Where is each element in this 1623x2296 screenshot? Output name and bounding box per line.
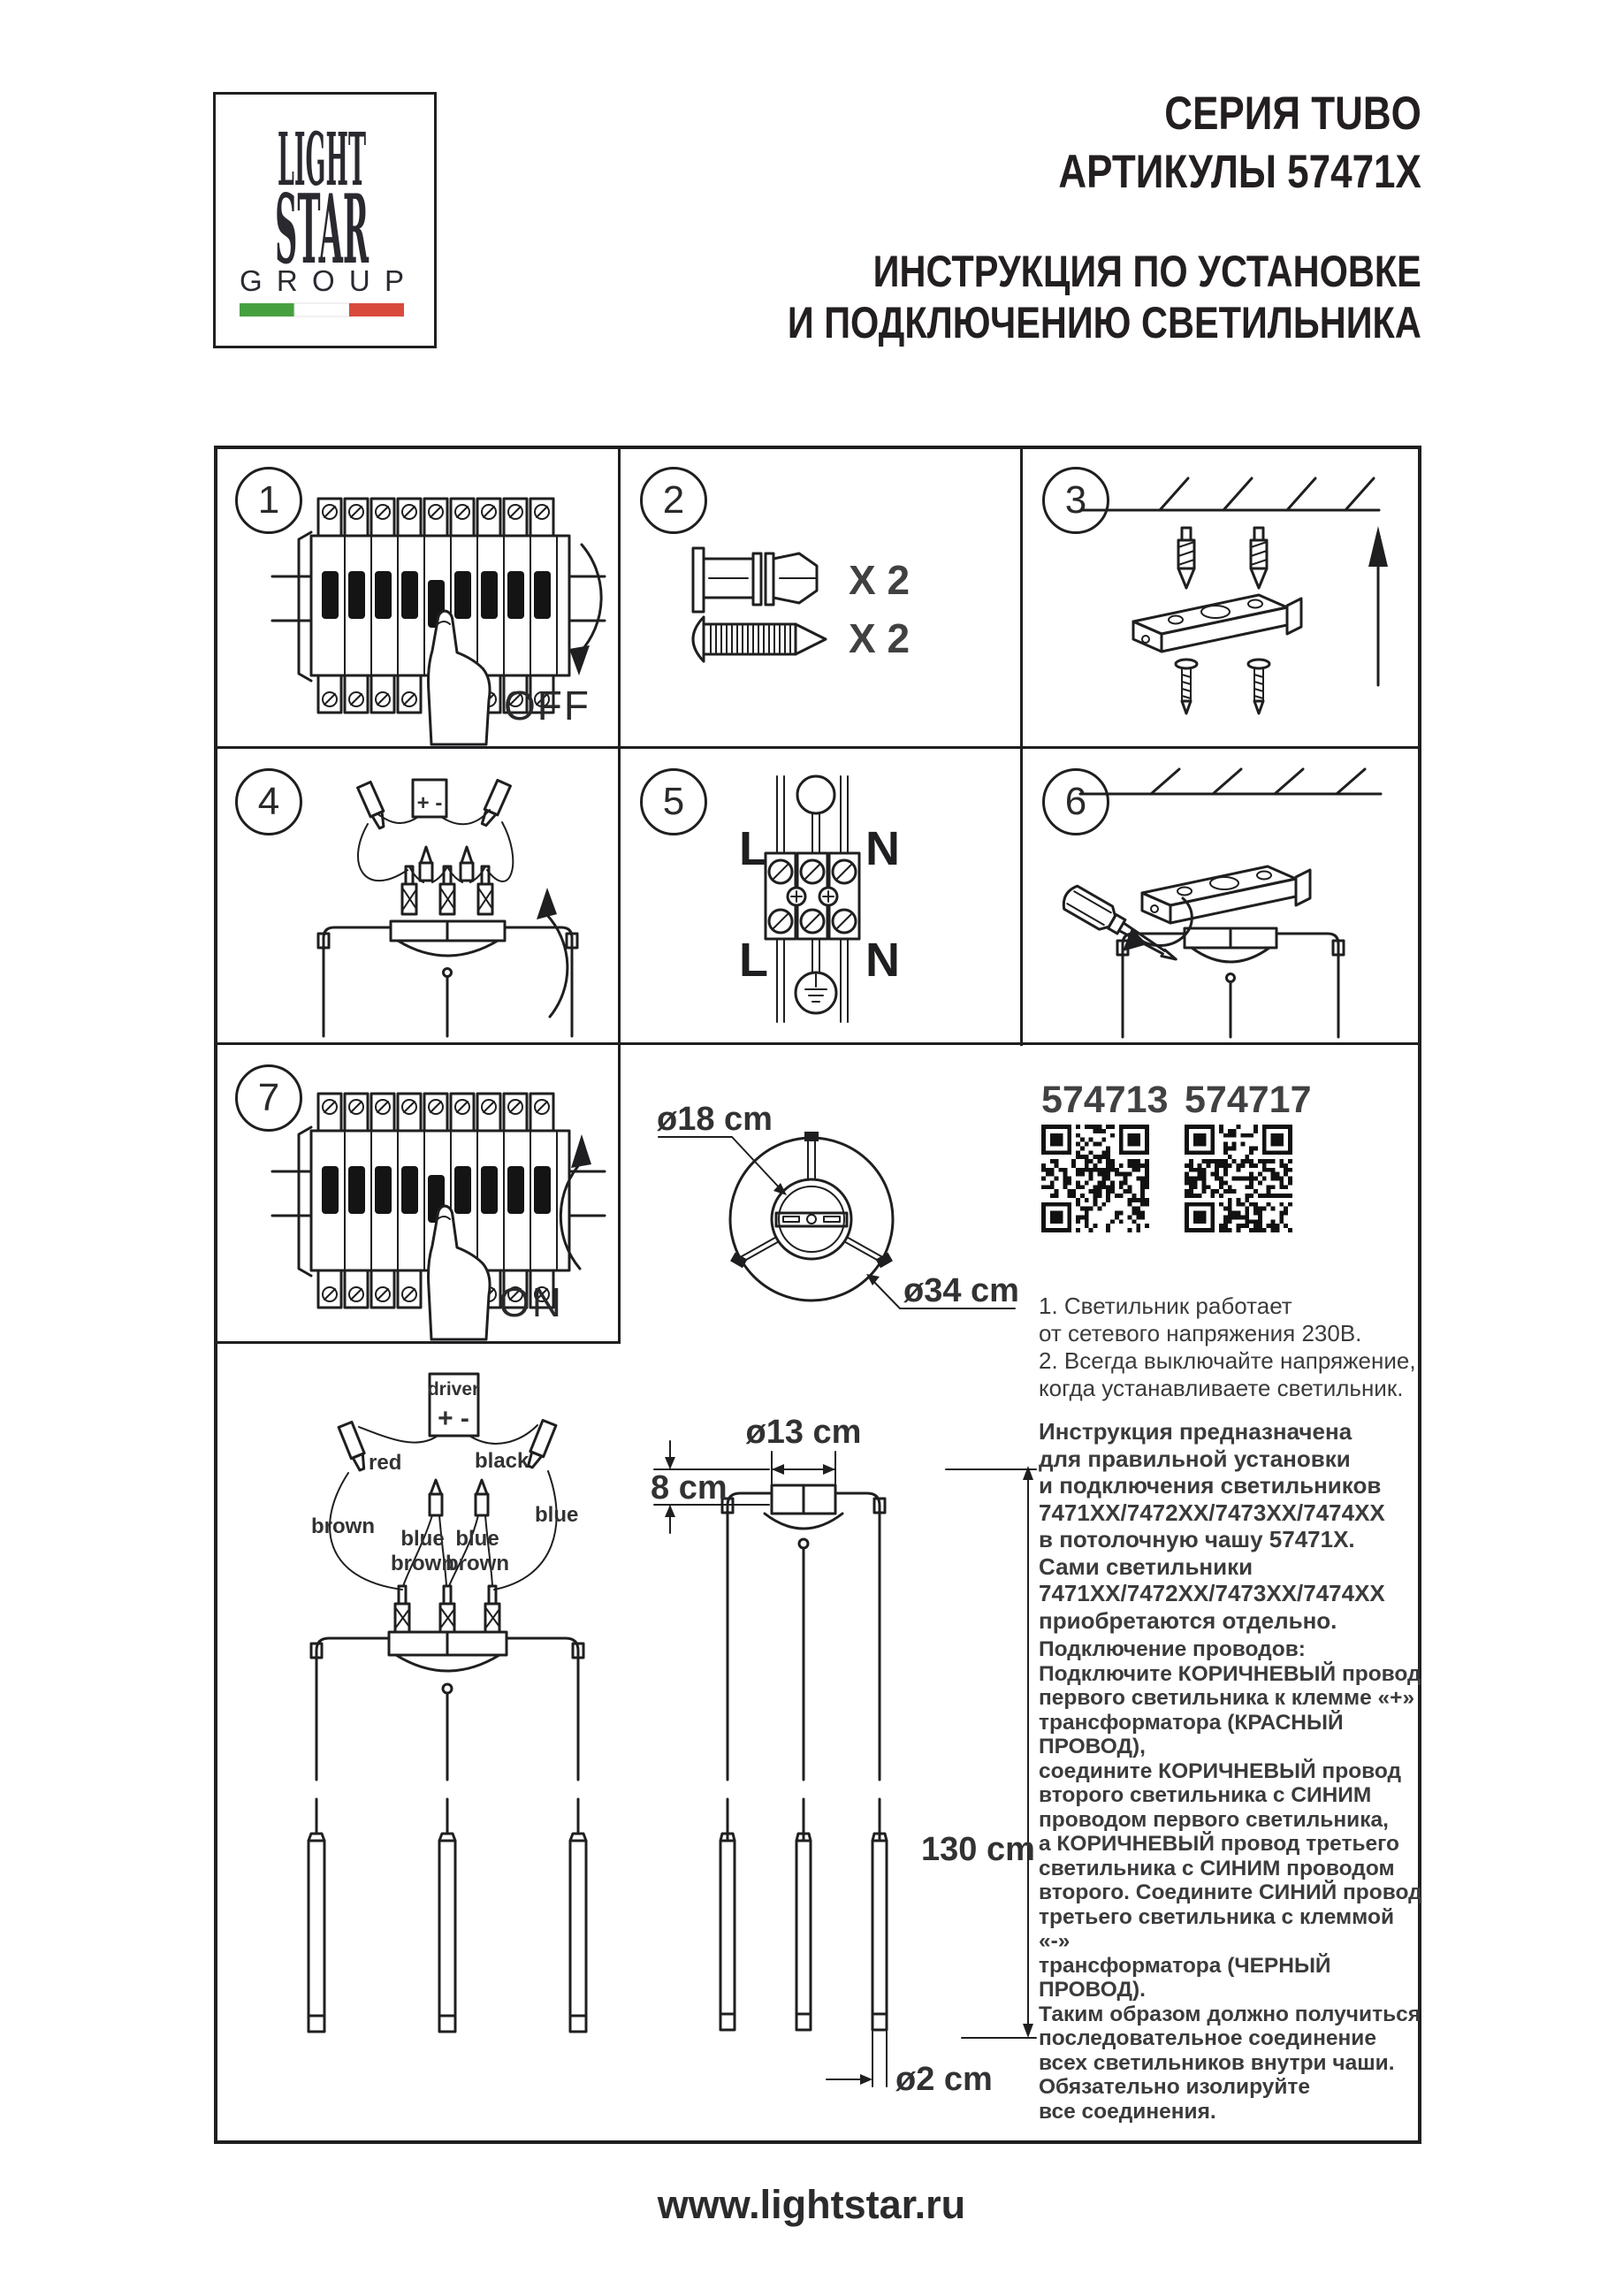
breaker-panel-on-diagram — [258, 1083, 612, 1339]
step-7-number: 7 — [257, 1076, 280, 1119]
on-label: ON — [499, 1279, 563, 1325]
off-label: OFF — [504, 683, 591, 728]
step-2-number: 2 — [662, 478, 685, 522]
logo-box — [213, 92, 437, 348]
step-6-number: 6 — [1064, 780, 1087, 823]
header-title-line1: ИНСТРУКЦИЯ ПО УСТАНОВКЕ — [872, 247, 1421, 296]
pendant-tube-icon — [309, 1834, 586, 2032]
screw-icon — [1248, 660, 1269, 713]
driver-label: driver — [427, 1379, 480, 1400]
top-view-diagram — [635, 1086, 1050, 1351]
spoke-arms-icon — [730, 1132, 893, 1268]
wire-brown-label: brown — [311, 1514, 375, 1538]
dim-13-label: ø13 cm — [745, 1414, 862, 1451]
earth-icon — [796, 973, 836, 1013]
wire-red-label: red — [369, 1451, 402, 1475]
step-5-badge — [640, 768, 707, 835]
pendant-front-view-diagram — [628, 1395, 1045, 2108]
header-title-line2: И ПОДКЛЮЧЕНИЮ СВЕТИЛЬНИКА — [788, 298, 1421, 347]
mounting-bracket-icon — [1142, 866, 1310, 923]
article-label-574713: 574713 — [1041, 1079, 1169, 1121]
qr-code-574717 — [1185, 1125, 1292, 1232]
pressing-finger-icon — [429, 1206, 491, 1339]
wire-nut-icon — [461, 847, 473, 881]
canopy-icon — [318, 866, 577, 1036]
qr-code-574713 — [1041, 1125, 1149, 1232]
logo-light-text: LIGHT — [278, 118, 366, 202]
step-1-number: 1 — [257, 478, 280, 522]
dim-130-lines — [946, 1466, 1036, 2038]
breaker-panel-off-diagram — [258, 488, 612, 744]
dim-18-label: ø18 cm — [657, 1101, 773, 1138]
grid-divider-h3 — [214, 1341, 621, 1344]
pendant-tube-icon — [720, 1834, 887, 2030]
step-3-number: 3 — [1064, 478, 1087, 522]
mounting-kit-diagram — [629, 488, 1018, 744]
ceiling-icon — [1082, 478, 1379, 510]
header-series: СЕРИЯ TUBO — [1164, 88, 1421, 140]
dim-2-label: ø2 cm — [895, 2061, 993, 2098]
terminal-label-l-bottom: L — [739, 934, 768, 987]
driver-wiring-diagram — [258, 1351, 629, 2129]
arrow-down-icon — [569, 545, 601, 675]
canopy-icon — [722, 1485, 885, 1841]
dowel-icon — [1178, 528, 1194, 588]
screwdriver-icon — [1060, 883, 1184, 970]
dowel-qty-label: X 2 — [849, 557, 911, 603]
dim-2-lines — [827, 2032, 887, 2086]
wire-connector-icon — [358, 782, 390, 829]
lightstar-logo — [216, 95, 429, 340]
logo-star-text: STAR — [275, 174, 370, 286]
canopy-wiring-diagram — [258, 762, 610, 1038]
header — [658, 85, 1421, 348]
grid-divider-h1 — [214, 746, 1421, 749]
wire-nut-icon — [430, 1480, 442, 1515]
header-articles: АРТИКУЛЫ 57471X — [1058, 146, 1421, 198]
note-power: 1. Светильник работает от сетевого напряжения 230В. 2. Всегда выключайте напряжение, когда устанавливаете светильник. — [1039, 1293, 1416, 1401]
dowel-icon — [1251, 528, 1267, 588]
note-connection: Подключение проводов: Подключите КОРИЧНЕВЫЙ провод первого светильника к клемме «+» трансформатора (КРАСНЫЙ ПРОВОД), соедините КОРИЧНЕВЫЙ провод второго светильника с СИНИМ проводом первого светильника, а КОРИЧНЕВЫЙ провод третьего светильника с СИНИМ проводом второго. Соедините СИНИЙ провод третьего светильника с клеммой «-» трансформатора (ЧЕРНЫЙ ПРОВОД). Таким образом должно получиться последовательное соединение всех светильников внутри чаши. Обязательно изолируйте все соединения. — [1039, 1637, 1422, 2124]
mounting-bracket-icon — [1133, 595, 1301, 652]
junction-icon — [797, 776, 834, 813]
terminal-label-n-top: N — [865, 822, 900, 875]
canopy-crossbar-icon — [776, 1213, 847, 1226]
italy-flag-icon — [240, 303, 404, 317]
terminal-label-n-bottom: N — [865, 934, 900, 987]
terminal-block-diagram — [727, 762, 1006, 1038]
arrow-up-icon — [1368, 526, 1388, 685]
ceiling-icon — [1080, 769, 1381, 794]
terminal-label-l-top: L — [739, 822, 768, 875]
dowel-icon — [693, 548, 817, 612]
wire-mid-left-brown-label: brown — [391, 1552, 454, 1575]
grid-divider-h2 — [214, 1042, 1421, 1045]
terminal-strip-icon — [766, 853, 859, 939]
screw-icon — [1176, 660, 1197, 713]
dim-130-label: 130 cm — [921, 1831, 1035, 1868]
wire-mid-right-blue-label: blue — [455, 1527, 499, 1551]
dim-13-lines — [772, 1452, 835, 1484]
bracket-mounting-diagram — [1027, 473, 1419, 743]
wire-mid-right-brown-label: brown — [446, 1552, 509, 1575]
dim-34-label: ø34 cm — [903, 1272, 1019, 1309]
footer-url: www.lightstar.ru — [657, 2182, 966, 2227]
canopy-icon — [311, 1586, 583, 1834]
driver-polarity-label: + - — [438, 1404, 469, 1433]
article-label-574717: 574717 — [1185, 1079, 1312, 1121]
wire-nut-icon — [476, 1480, 488, 1515]
wire-nut-icon — [420, 847, 432, 881]
driver-polarity-label: + - — [416, 791, 443, 815]
note-purpose: Инструкция предназначена для правильной установки и подключения светильников 7471XX/7472XX/7473XX/7474XX в потолочную чашу 57471X. Сами светильники 7471XX/7472XX/7473XX/7474XX приобретаются отдельно. — [1039, 1418, 1385, 1634]
dim-8-label: 8 cm — [651, 1469, 728, 1507]
grid-border-left — [214, 446, 217, 2144]
pressing-finger-icon — [429, 611, 491, 744]
logo-group-text: GROUP — [240, 264, 404, 297]
wire-blue-label: blue — [535, 1503, 579, 1527]
wire-connector-icon — [525, 1420, 556, 1469]
arrow-up-icon — [537, 888, 568, 1017]
wire-black-label: black — [475, 1449, 530, 1473]
screw-qty-label: X 2 — [849, 615, 911, 661]
grid-border-top — [214, 446, 1421, 449]
wire-mid-left-blue-label: blue — [400, 1527, 445, 1551]
canopy-inner-circle — [779, 1186, 844, 1252]
dim-18-leader — [659, 1137, 787, 1195]
step-5-number: 5 — [662, 780, 685, 823]
grid-border-bottom — [214, 2140, 1421, 2144]
step-4-number: 4 — [257, 780, 280, 823]
arrow-up-icon — [560, 1134, 591, 1269]
wire-connector-icon — [479, 780, 511, 828]
bracket-fixing-diagram — [1027, 767, 1419, 1040]
grid-divider-v1 — [618, 446, 621, 1344]
screw-icon — [693, 617, 826, 661]
